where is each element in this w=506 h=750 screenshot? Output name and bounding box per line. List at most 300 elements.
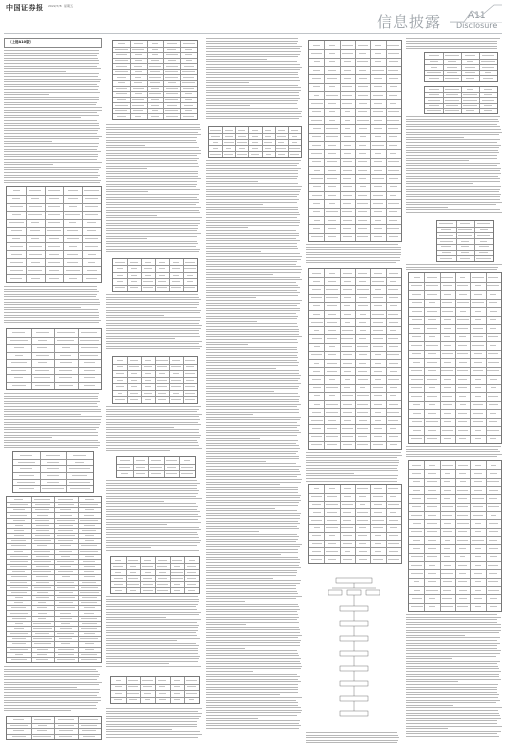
text-line <box>4 60 99 61</box>
text-line <box>106 599 199 600</box>
table-cell <box>183 77 195 78</box>
table-cell <box>48 206 60 207</box>
table-cell <box>158 680 166 681</box>
text-line <box>4 125 99 126</box>
text-line <box>206 578 273 579</box>
table-cell <box>159 275 165 276</box>
table-cell <box>440 258 452 259</box>
table-cell <box>360 330 366 331</box>
table-cell <box>429 336 436 337</box>
table-cell <box>344 61 351 62</box>
table-cell <box>390 527 396 528</box>
table-cell <box>488 336 498 337</box>
table-cell <box>29 246 42 247</box>
table-cell <box>31 198 39 199</box>
text-line <box>106 236 197 237</box>
text-block <box>106 480 202 553</box>
text-line <box>206 118 299 119</box>
table-cell <box>311 236 323 237</box>
table-cell <box>412 302 422 303</box>
table-cell <box>152 49 158 50</box>
text-line <box>4 427 99 428</box>
table-cell <box>81 628 97 629</box>
table-cell <box>84 633 95 634</box>
table-cell <box>84 571 94 572</box>
page-edition: 星期五 <box>64 4 74 8</box>
text-line <box>106 330 199 331</box>
text-line <box>206 723 299 724</box>
table-cell <box>374 78 381 79</box>
text-line <box>406 181 500 182</box>
table-cell <box>10 649 28 650</box>
table-cell <box>357 236 368 237</box>
table-cell <box>157 287 166 288</box>
table-cell <box>442 252 450 253</box>
table-cell <box>10 515 27 516</box>
table-cell <box>328 145 335 146</box>
text-line <box>406 671 501 672</box>
text-line <box>206 46 302 47</box>
table-cell <box>389 520 398 521</box>
table-cell <box>69 468 90 469</box>
text-line <box>4 447 98 448</box>
table-cell <box>467 89 474 90</box>
table-cell <box>173 373 178 374</box>
table-cell <box>327 444 337 445</box>
table-cell <box>427 72 440 73</box>
table-cell <box>85 540 94 541</box>
table-column-divider <box>184 557 185 593</box>
table-cell <box>428 370 436 371</box>
text-line <box>206 479 302 480</box>
text-line <box>206 248 298 249</box>
text-line <box>206 204 263 205</box>
text-line <box>106 524 167 525</box>
table-cell <box>459 473 466 474</box>
text-line <box>206 666 302 667</box>
text-line <box>106 129 201 130</box>
text-line <box>206 189 301 190</box>
text-block <box>306 244 402 265</box>
table-cell <box>388 420 398 421</box>
table-cell <box>390 103 396 104</box>
table-cell <box>443 531 452 532</box>
table-cell <box>128 560 138 561</box>
table-cell <box>343 559 352 560</box>
table-cell <box>237 142 247 143</box>
column-4 <box>306 36 402 746</box>
table-cell <box>165 71 178 72</box>
table-cell <box>152 110 159 111</box>
table-cell <box>85 649 94 650</box>
table-cell <box>118 82 125 83</box>
table-cell <box>413 523 421 524</box>
text-line <box>206 308 300 309</box>
table-cell <box>116 93 127 94</box>
table-cell <box>329 111 334 112</box>
table-cell <box>374 436 383 437</box>
table-cell <box>412 506 421 507</box>
text-line <box>206 588 296 589</box>
text-line <box>106 424 201 425</box>
table-column-divider <box>78 329 79 389</box>
text-line <box>206 461 266 462</box>
text-line <box>206 399 299 400</box>
text-line <box>206 318 297 319</box>
table-cell <box>311 153 321 154</box>
text-line <box>206 375 301 376</box>
table-cell <box>375 543 381 544</box>
text-line <box>4 146 98 147</box>
table-cell <box>151 88 159 89</box>
table-cell <box>158 399 166 400</box>
table-column-divider <box>170 677 171 703</box>
table-cell <box>358 95 368 96</box>
table-cell <box>80 551 98 552</box>
table-cell <box>357 444 368 445</box>
table-cell <box>60 355 71 356</box>
table-cell <box>183 116 193 117</box>
table-cell <box>342 86 352 87</box>
text-line <box>406 267 498 268</box>
table-cell <box>145 572 151 573</box>
table-cell <box>427 556 437 557</box>
table-cell <box>329 45 335 46</box>
table-cell <box>81 347 98 348</box>
text-line <box>306 460 399 461</box>
text-line <box>106 516 201 517</box>
table-cell <box>49 278 59 279</box>
text-line <box>206 655 299 656</box>
table-cell <box>313 45 320 46</box>
text-line <box>106 619 201 620</box>
table-cell <box>475 606 481 607</box>
text-line <box>106 635 197 636</box>
table-cell <box>458 465 468 466</box>
table-cell <box>457 370 469 371</box>
table-column-divider <box>440 461 441 611</box>
table-cell <box>60 628 72 629</box>
table-cell <box>60 566 71 567</box>
table-cell <box>444 336 450 337</box>
table-cell <box>159 268 165 269</box>
table-cell <box>37 515 48 516</box>
table-cell <box>82 597 97 598</box>
table-cell <box>429 387 435 388</box>
table-cell <box>48 222 61 223</box>
table-cell <box>389 436 398 437</box>
text-line <box>106 550 199 551</box>
table-cell <box>312 136 321 137</box>
text-line <box>106 197 197 198</box>
table-cell <box>58 719 74 720</box>
text-line <box>206 430 299 431</box>
table-cell <box>327 305 336 306</box>
table-cell <box>10 270 23 271</box>
table-cell <box>488 396 498 397</box>
text-line <box>206 674 297 675</box>
table-cell <box>458 379 467 380</box>
text-line <box>106 241 197 242</box>
text-line <box>106 645 199 646</box>
text-line <box>206 251 261 252</box>
table-cell <box>428 473 436 474</box>
text-line <box>206 217 297 218</box>
table-cell <box>117 366 124 367</box>
table <box>110 556 200 594</box>
column-2 <box>106 36 202 746</box>
text-line <box>406 718 501 719</box>
table-cell <box>145 380 151 381</box>
text-line <box>406 723 497 724</box>
table-cell <box>442 353 453 354</box>
text-line <box>4 440 98 441</box>
table-cell <box>36 582 49 583</box>
table-cell <box>444 438 451 439</box>
text-line <box>106 501 164 502</box>
table-cell <box>311 53 322 54</box>
table-cell <box>174 693 180 694</box>
text-line <box>4 115 99 116</box>
table-cell <box>185 399 196 400</box>
table-cell <box>427 362 437 363</box>
table-cell <box>312 535 322 536</box>
table-cell <box>11 540 26 541</box>
text-line <box>4 143 99 144</box>
table-cell <box>187 572 196 573</box>
table-cell <box>372 314 384 315</box>
table-cell <box>36 566 49 567</box>
text-line <box>406 687 497 688</box>
text-line <box>206 108 298 109</box>
text-line <box>206 502 299 503</box>
table-cell <box>35 535 50 536</box>
table-cell <box>429 55 439 56</box>
table-cell <box>58 649 74 650</box>
table-row-divider <box>437 227 493 228</box>
table-cell <box>374 228 382 229</box>
text-line <box>206 440 298 441</box>
table-cell <box>49 238 58 239</box>
table <box>110 676 200 704</box>
text-line <box>206 609 300 610</box>
table-cell <box>343 228 351 229</box>
table-cell <box>34 587 51 588</box>
text-line <box>206 272 301 273</box>
table-cell <box>184 66 194 67</box>
text-line <box>4 154 98 155</box>
table-cell <box>174 566 179 567</box>
table-cell <box>358 161 368 162</box>
masthead-rule <box>4 33 502 34</box>
table-cell <box>172 268 180 269</box>
table-cell <box>343 520 351 521</box>
table-column-divider <box>140 677 141 703</box>
table-cell <box>87 222 96 223</box>
table-cell <box>28 214 42 215</box>
table-cell <box>12 638 26 639</box>
table-cell <box>10 504 28 505</box>
table-cell <box>313 203 319 204</box>
table-cell <box>390 86 397 87</box>
table-cell <box>413 328 420 329</box>
text-line <box>4 674 100 675</box>
table-cell <box>290 154 299 155</box>
table-cell <box>344 387 350 388</box>
text-line <box>206 476 297 477</box>
table-cell <box>488 362 499 363</box>
text-block <box>306 452 402 483</box>
table-cell <box>473 506 484 507</box>
table-cell <box>265 130 271 131</box>
table-cell <box>329 53 334 54</box>
table-cell <box>475 565 481 566</box>
text-line <box>4 50 99 51</box>
table-cell <box>84 515 94 516</box>
table-cell <box>472 277 484 278</box>
table-cell <box>459 336 466 337</box>
text-line <box>4 86 99 87</box>
table-cell <box>144 693 150 694</box>
text-line <box>106 511 200 512</box>
table-cell <box>58 504 74 505</box>
table-cell <box>329 120 335 121</box>
table-cell <box>489 490 498 491</box>
table-cell <box>390 395 396 396</box>
table-cell <box>11 254 22 255</box>
text-line <box>306 481 397 482</box>
text-line <box>406 630 501 631</box>
table-cell <box>251 154 260 155</box>
table-cell <box>329 346 335 347</box>
table-cell <box>490 473 497 474</box>
text-line <box>106 427 174 428</box>
table-cell <box>490 413 496 414</box>
text-line <box>106 178 201 179</box>
table-cell <box>359 128 367 129</box>
table-cell <box>59 638 72 639</box>
text-line <box>206 684 298 685</box>
table-cell <box>115 686 122 687</box>
table-cell <box>329 488 335 489</box>
table-cell <box>145 275 151 276</box>
text-line <box>206 570 297 571</box>
table-cell <box>33 736 51 737</box>
table-cell <box>184 460 190 461</box>
text-line <box>4 73 99 74</box>
table-column-divider <box>355 41 356 241</box>
table-cell <box>158 560 167 561</box>
table-cell <box>29 254 42 255</box>
table-cell <box>151 105 160 106</box>
table-cell <box>57 633 74 634</box>
continued-from-heading: （上接A10版） <box>8 40 34 44</box>
text-block <box>206 160 302 731</box>
table-cell <box>131 373 136 374</box>
table-cell <box>166 473 177 474</box>
table-cell <box>373 387 383 388</box>
table-cell <box>48 190 60 191</box>
table-cell <box>84 362 95 363</box>
text-line <box>106 606 196 607</box>
table-cell <box>127 584 138 585</box>
table-cell <box>488 506 499 507</box>
table-cell <box>458 581 467 582</box>
text-line <box>206 383 301 384</box>
text-line <box>4 66 97 67</box>
table-cell <box>35 520 49 521</box>
table-cell <box>475 548 482 549</box>
text-line <box>106 212 200 213</box>
table-cell <box>358 379 368 380</box>
text-line <box>206 310 300 311</box>
text-line <box>206 640 301 641</box>
text-line <box>4 286 97 287</box>
table-cell <box>174 584 180 585</box>
table-cell <box>34 719 51 720</box>
text-line <box>406 637 500 638</box>
table-cell <box>114 699 122 700</box>
text-line <box>106 207 201 208</box>
table-cell <box>14 499 23 500</box>
text-line <box>206 168 301 169</box>
table-cell <box>390 153 396 154</box>
text-line <box>406 194 501 195</box>
text-line <box>106 312 200 313</box>
text-line <box>206 671 253 672</box>
table-cell <box>80 719 98 720</box>
text-line <box>206 528 299 529</box>
table-cell <box>87 230 96 231</box>
table-cell <box>372 178 384 179</box>
text-line <box>306 247 401 248</box>
text-line <box>106 643 196 644</box>
table-column-divider <box>155 677 156 703</box>
table-cell <box>130 262 139 263</box>
table-cell <box>327 520 336 521</box>
table-cell <box>490 438 496 439</box>
text-line <box>406 624 501 625</box>
text-line <box>4 403 97 404</box>
table-cell <box>174 590 180 591</box>
table-cell <box>489 573 497 574</box>
table-cell <box>80 340 99 341</box>
text-line <box>106 547 151 548</box>
table-cell <box>85 499 94 500</box>
table-cell <box>358 273 367 274</box>
table-cell <box>358 436 367 437</box>
text-line <box>206 344 248 345</box>
table-cell <box>35 504 50 505</box>
table-cell <box>115 287 126 288</box>
text-line <box>206 515 300 516</box>
table-cell <box>389 78 398 79</box>
table-column-divider <box>66 452 67 492</box>
table-cell <box>412 353 422 354</box>
table-cell <box>411 345 422 346</box>
text-line <box>406 48 497 49</box>
table-cell <box>428 413 436 414</box>
table-cell <box>115 49 128 50</box>
table-cell <box>20 468 32 469</box>
text-line <box>206 207 298 208</box>
text-line <box>206 668 301 669</box>
text-line <box>206 505 298 506</box>
table-cell <box>69 206 76 207</box>
table-cell <box>143 287 153 288</box>
table-cell <box>131 281 137 282</box>
table-cell <box>314 404 320 405</box>
